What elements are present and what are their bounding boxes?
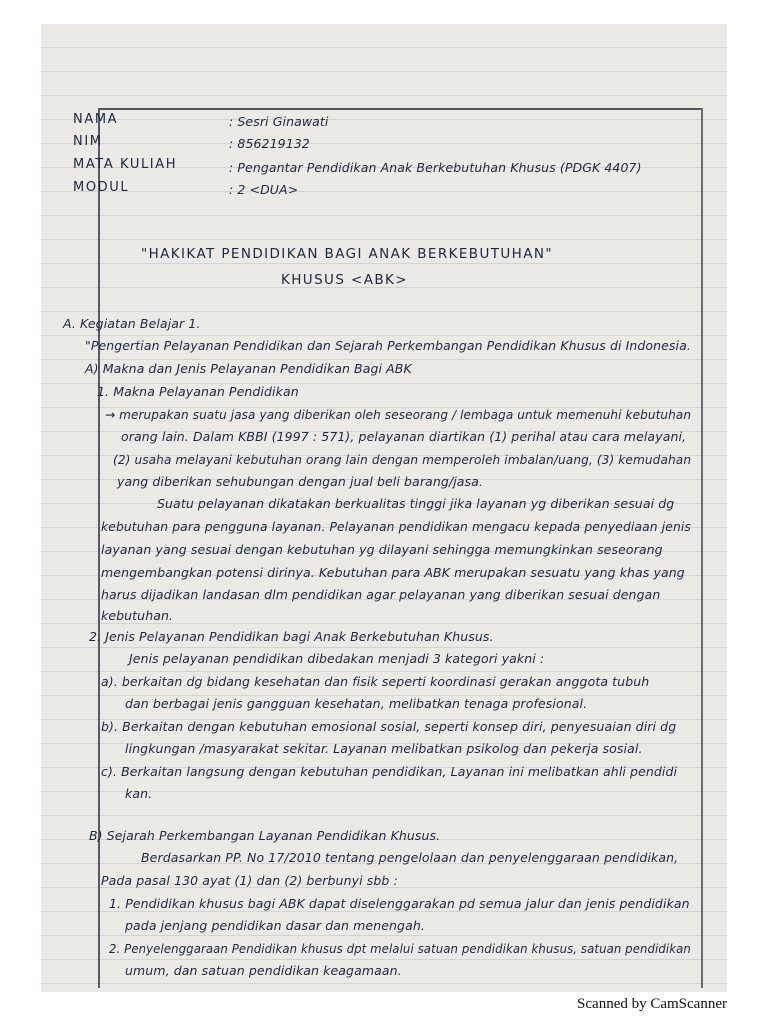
subsection-heading: B) Sejarah Perkembangan Layanan Pendidikan Khusus. (89, 828, 441, 843)
page-title-line-1: "HAKIKAT PENDIDIKAN BAGI ANAK BERKEBUTUHAN" (141, 246, 553, 262)
body-line: Suatu pelayanan dikatakan berkualitas tinggi jika layanan yg diberikan sesuai dg (157, 496, 675, 511)
body-line: yang diberikan sehubungan dengan jual beli barang/jasa. (117, 474, 483, 489)
list-item-continuation: umum, dan satuan pendidikan keagamaan. (125, 963, 402, 978)
scanner-watermark: Scanned by CamScanner (577, 996, 727, 1012)
section-heading: A. Kegiatan Belajar 1. (63, 316, 201, 331)
nim-label: NIM (73, 134, 103, 149)
margin-line (98, 108, 100, 988)
subsection-heading: 2. Jenis Pelayanan Pendidikan bagi Anak Berkebutuhan Khusus. (89, 629, 494, 644)
list-item: b). Berkaitan dengan kebutuhan emosional sosial, seperti konsep diri, penyesuaian diri dg (101, 719, 677, 734)
mata-kuliah-label: MATA KULIAH (73, 157, 178, 172)
body-line: Pada pasal 130 ayat (1) dan (2) berbunyi sbb : (101, 873, 398, 888)
subsection-heading: 1. Makna Pelayanan Pendidikan (97, 384, 299, 399)
body-line: orang lain. Dalam KBBI (1997 : 571), pelayanan diartikan (1) perihal atau cara melayani, (121, 429, 687, 444)
nim-value: : 856219132 (229, 136, 310, 151)
modul-label: MODUL (73, 180, 130, 195)
list-item: a). berkaitan dg bidang kesehatan dan fisik seperti koordinasi gerakan anggota tubuh (101, 674, 650, 689)
list-item-continuation: dan berbagai jenis gangguan kesehatan, melibatkan tenaga profesional. (125, 696, 588, 711)
page-title-line-2: KHUSUS <ABK> (281, 272, 408, 288)
body-line: Jenis pelayanan pendidikan dibedakan menjadi 3 kategori yakni : (129, 651, 545, 666)
body-line: kebutuhan. (101, 608, 174, 623)
right-rule (701, 108, 703, 988)
scanned-page (41, 24, 727, 992)
top-rule (98, 108, 703, 110)
mata-kuliah-value: : Pengantar Pendidikan Anak Berkebutuhan Khusus (PDGK 4407) (229, 160, 642, 175)
list-item-continuation: lingkungan /masyarakat sekitar. Layanan melibatkan psikolog dan pekerja sosial. (125, 741, 643, 756)
body-line: (2) usaha melayani kebutuhan orang lain dengan memperoleh imbalan/uang, (3) kemudahan (113, 452, 692, 467)
subsection-heading: A) Makna dan Jenis Pelayanan Pendidikan Bagi ABK (85, 361, 412, 376)
list-item-continuation: pada jenjang pendidikan dasar dan menengah. (125, 918, 425, 933)
list-item: c). Berkaitan langsung dengan kebutuhan pendidikan, Layanan ini melibatkan ahli pendidi (101, 764, 678, 779)
list-item: 1. Pendidikan khusus bagi ABK dapat diselenggarakan pd semua jalur dan jenis pendidikan (109, 896, 690, 911)
modul-value: : 2 <DUA> (229, 182, 299, 197)
nama-value: : Sesri Ginawati (229, 114, 329, 129)
body-line: Berdasarkan PP. No 17/2010 tentang pengelolaan dan penyelenggaraan pendidikan, (141, 850, 679, 865)
body-line: → merupakan suatu jasa yang diberikan oleh seseorang / lembaga untuk memenuhi kebutuhan (105, 407, 692, 422)
list-item-continuation: kan. (125, 786, 153, 801)
nama-label: NAMA (73, 112, 119, 127)
body-line: kebutuhan para pengguna layanan. Pelayanan pendidikan mengacu kepada penyediaan jenis (101, 519, 691, 534)
body-line: layanan yang sesuai dengan kebutuhan yg dilayani sehingga memungkinkan seseorang (101, 542, 663, 557)
body-line: mengembangkan potensi dirinya. Kebutuhan para ABK merupakan sesuatu yang khas yang (101, 565, 685, 580)
body-line: harus dijadikan landasan dlm pendidikan agar pelayanan yang diberikan sesuai dengan (101, 587, 661, 602)
list-item: 2. Penyelenggaraan Pendidikan khusus dpt melalui satuan pendidikan khusus, satuan pendidikan (109, 941, 691, 956)
body-line: "Pengertian Pelayanan Pendidikan dan Sejarah Perkembangan Pendidikan Khusus di Indonesia. (85, 338, 691, 353)
